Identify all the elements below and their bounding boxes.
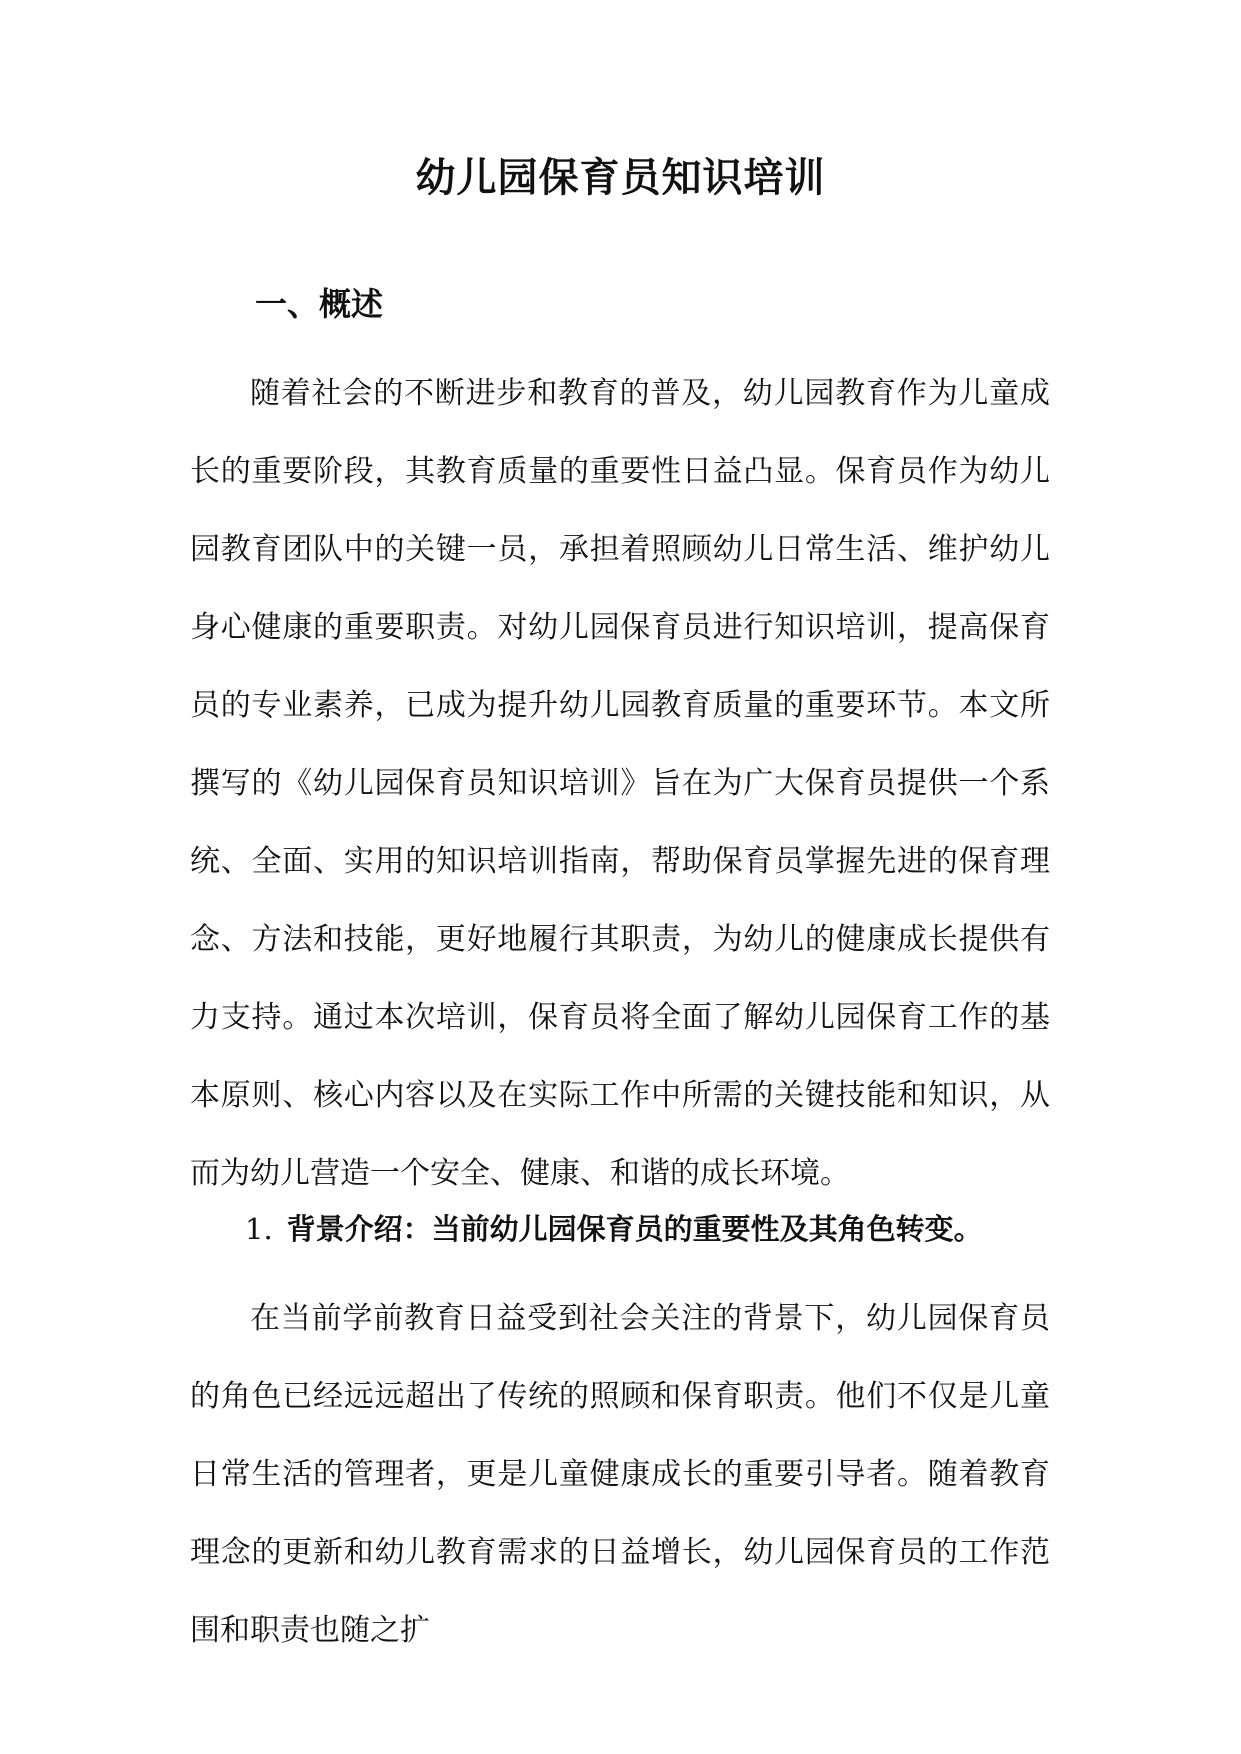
- background-paragraph: 在当前学前教育日益受到社会关注的背景下，幼儿园保育员的角色已经远远超出了传统的照顾和保育职责。他们不仅是儿童日常生活的管理者，更是儿童健康成长的重要引导者。随着教育理念的更新和幼儿教育需求的日益增长，幼儿园保育员的工作范围和职责也随之扩: [190, 1301, 1050, 1648]
- overview-paragraph: 随着社会的不断进步和教育的普及，幼儿园教育作为儿童成长的重要阶段，其教育质量的重要性日益凸显。保育员作为幼儿园教育团队中的关键一员，承担着照顾幼儿日常生活、维护幼儿身心健康的重要职责。对幼儿园保育员进行知识培训，提高保育员的专业素养，已成为提升幼儿园教育质量的重要环节。本文所撰写的《幼儿园保育员知识培训》旨在为广大保育员提供一个系统、全面、实用的知识培训指南，帮助保育员掌握先进的保育理念、方法和技能，更好地履行其职责，为幼儿的健康成长提供有力支持。通过本次培训，保育员将全面了解幼儿园保育工作的基本原则、核心内容以及在实际工作中所需的关键技能和知识，从而为幼儿营造一个安全、健康、和谐的成长环境。: [190, 376, 1050, 1191]
- subsection-heading-text: 背景介绍：当前幼儿园保育员的重要性及其角色转变。: [286, 1212, 983, 1246]
- section-heading-overview: 一、概述: [255, 285, 384, 323]
- subsection-number: 1.: [245, 1212, 273, 1246]
- document-title: 幼儿园保育员知识培训: [415, 154, 826, 201]
- subsection-heading-background: [245, 1205, 983, 1253]
